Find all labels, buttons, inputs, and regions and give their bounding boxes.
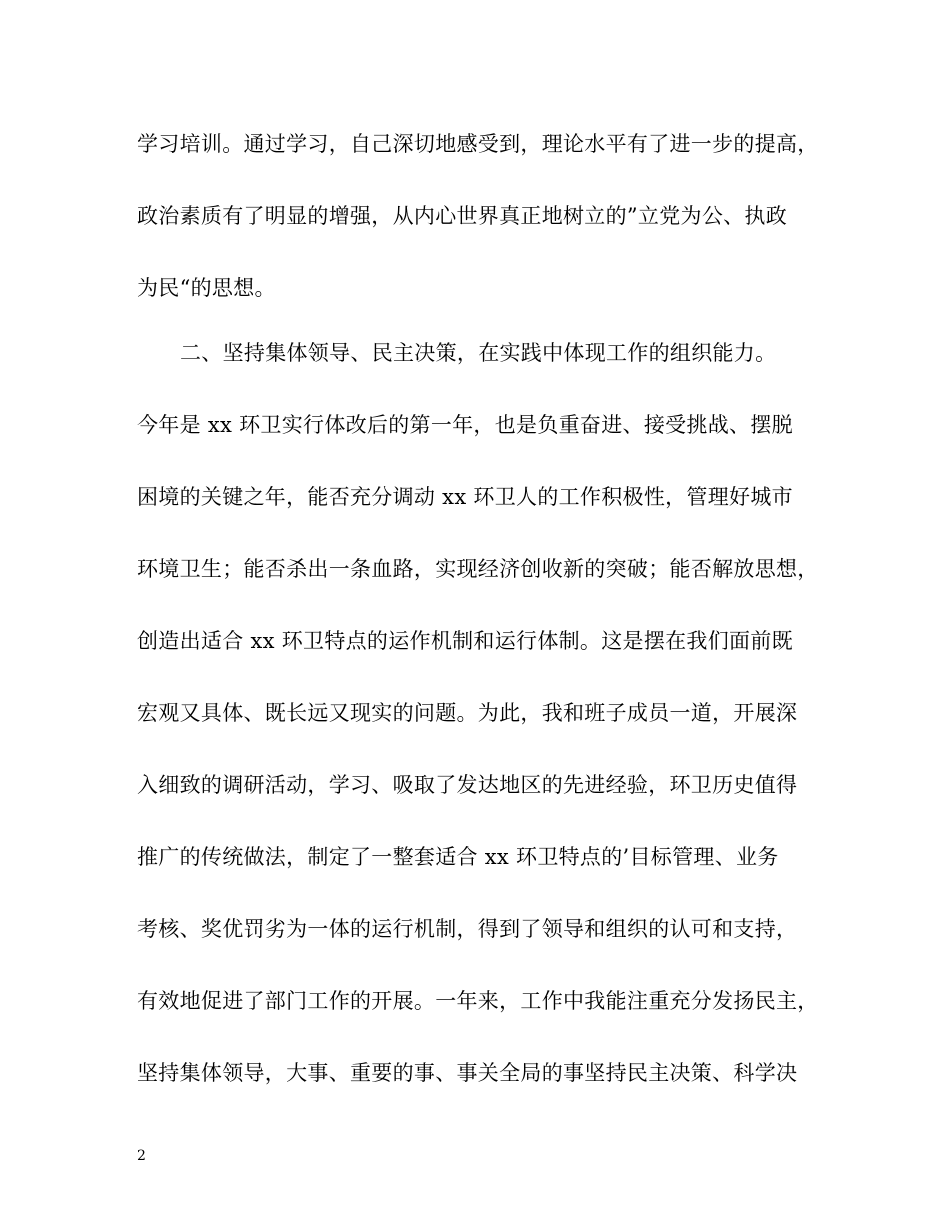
text-line: 今年是 xx 环卫实行体改后的第一年，也是负重奋进、接受挑战、摆脱 [137,413,793,437]
text-line: 困境的关键之年，能否充分调动 xx 环卫人的工作积极性，管理好城市 [137,485,793,509]
text-line: 推广的传统做法，制定了一整套适合 xx 环卫特点的’目标管理、业务 [137,845,779,869]
text-line: 考核、奖优罚劣为一体的运行机制，得到了领导和组织的认可和支持， [137,917,798,941]
page-number: 2 [137,1148,146,1164]
text-line: 宏观又具体、既长远又现实的问题。为此，我和班子成员一道，开展深 [137,701,798,725]
text-line: 有效地促进了部门工作的开展。一年来，工作中我能注重充分发扬民主， [137,989,819,1013]
text-line: 为民“的思想。 [137,276,276,300]
text-line: 入细致的调研活动，学习、吸取了发达地区的先进经验，环卫历史值得 [137,773,798,797]
text-line: 坚持集体领导，大事、重要的事、事关全局的事坚持民主决策、科学决 [137,1061,798,1085]
text-line: 学习培训。通过学习，自己深切地感受到，理论水平有了进一步的提高， [137,132,819,156]
section-heading: 二、坚持集体领导、民主决策，在实践中体现工作的组织能力。 [180,341,777,365]
text-line: 创造出适合 xx 环卫特点的运作机制和运行体制。这是摆在我们面前既 [137,629,793,653]
text-line: 环境卫生；能否杀出一条血路，实现经济创收新的突破；能否解放思想， [137,557,819,581]
text-line: 政治素质有了明显的增强，从内心世界真正地树立的”立党为公、执政 [137,204,788,228]
